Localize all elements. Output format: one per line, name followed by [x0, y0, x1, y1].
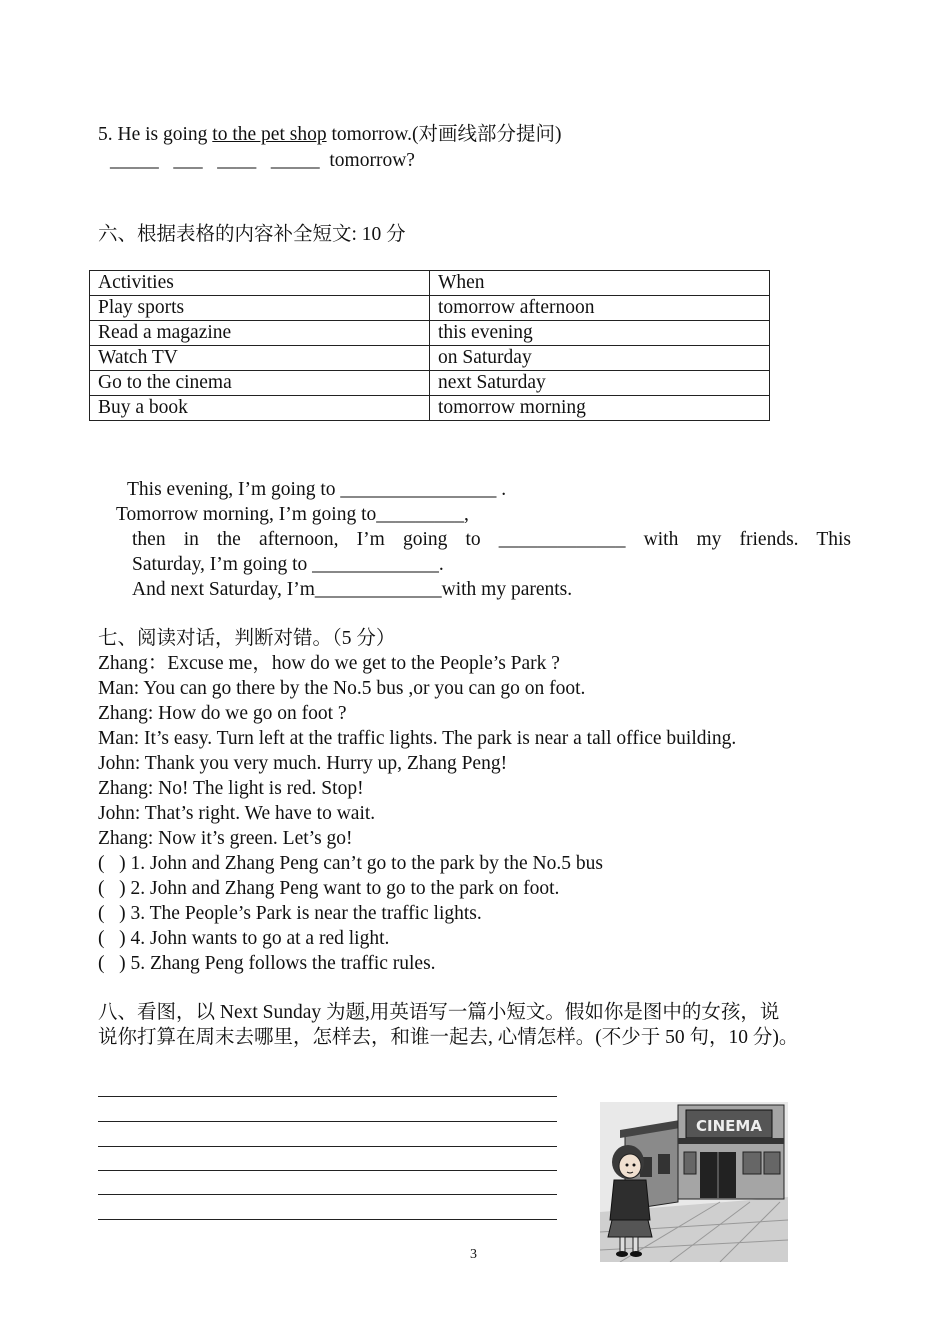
- passage-line[interactable]: And next Saturday, I’m_____________with my parents.: [132, 579, 573, 600]
- table-row: [90, 321, 770, 346]
- dialogue-line: Man: You can go there by the No.5 bus ,or you can go on foot.: [98, 678, 586, 699]
- writing-line[interactable]: [98, 1146, 557, 1147]
- section7-title: 七、阅读对话，判断对错。（5 分）: [98, 628, 396, 649]
- judge-question[interactable]: ( ) 1. John and Zhang Peng can’t go to the park by the No.5 bus: [98, 853, 603, 874]
- table-row: [90, 346, 770, 371]
- table-cell: on Saturday: [430, 346, 770, 371]
- writing-line[interactable]: [98, 1096, 557, 1097]
- dialogue-line: Man: It’s easy. Turn left at the traffic lights. The park is near a tall office building.: [98, 728, 737, 749]
- table-header: When: [430, 271, 770, 296]
- table-row: [90, 396, 770, 421]
- writing-line[interactable]: [98, 1194, 557, 1195]
- dialogue-line: Zhang: How do we go on foot ?: [98, 703, 347, 724]
- q5-suffix: tomorrow.(对画线部分提问): [326, 124, 562, 145]
- table-cell: next Saturday: [430, 371, 770, 396]
- dialogue-line: John: Thank you very much. Hurry up, Zhang Peng!: [98, 753, 508, 774]
- writing-line[interactable]: [98, 1121, 557, 1122]
- writing-line[interactable]: [98, 1170, 557, 1171]
- q5-underlined: to the pet shop: [212, 124, 327, 145]
- passage-line[interactable]: Saturday, I’m going to _____________.: [132, 554, 444, 575]
- table-row: [90, 296, 770, 321]
- passage-line[interactable]: then in the afternoon, I’m going to _____________ with my friends. This: [132, 529, 851, 550]
- judge-question[interactable]: ( ) 3. The People’s Park is near the traffic lights.: [98, 903, 482, 924]
- passage-line[interactable]: Tomorrow morning, I’m going to_________,: [116, 504, 469, 525]
- judge-question[interactable]: ( ) 2. John and Zhang Peng want to go to the park on foot.: [98, 878, 560, 899]
- activities-table: [89, 270, 770, 421]
- table-cell: tomorrow morning: [430, 396, 770, 421]
- table-cell: this evening: [430, 321, 770, 346]
- passage-line[interactable]: This evening, I’m going to ________________ .: [127, 479, 507, 500]
- table-row: [90, 371, 770, 396]
- cinema-girl-illustration: [600, 1102, 788, 1262]
- table-cell: tomorrow afternoon: [430, 296, 770, 321]
- q5-answer-line[interactable]: _____ ___ ____ _____ tomorrow?: [110, 150, 415, 171]
- table-cell: Play sports: [90, 296, 430, 321]
- judge-question[interactable]: ( ) 4. John wants to go at a red light.: [98, 928, 390, 949]
- table-cell: Go to the cinema: [90, 371, 430, 396]
- dialogue-line: Zhang：Excuse me，how do we get to the People’s Park ?: [98, 653, 560, 674]
- table-header-row: [90, 271, 770, 296]
- table-cell: Read a magazine: [90, 321, 430, 346]
- dialogue-line: Zhang: Now it’s green. Let’s go!: [98, 828, 353, 849]
- table-cell: Watch TV: [90, 346, 430, 371]
- cinema-sign: CINEMA: [696, 1117, 762, 1135]
- section8-prompt-line1: 八、看图，以 Next Sunday 为题,用英语写一篇小短文。假如你是图中的女孩，说: [98, 1002, 780, 1023]
- table-header: Activities: [90, 271, 430, 296]
- page-number: 3: [470, 1247, 477, 1262]
- section8-prompt-line2: 说你打算在周末去哪里，怎样去，和谁一起去, 心情怎样。(不少于 50 句，10 分)。: [98, 1027, 799, 1048]
- section6-title: 六、根据表格的内容补全短文: 10 分: [98, 224, 406, 245]
- table-cell: Buy a book: [90, 396, 430, 421]
- dialogue-line: Zhang: No! The light is red. Stop!: [98, 778, 364, 799]
- dialogue-line: John: That’s right. We have to wait.: [98, 803, 376, 824]
- q5-prefix: 5. He is going: [98, 124, 213, 145]
- writing-line[interactable]: [98, 1219, 557, 1220]
- q5-sentence: [98, 122, 561, 147]
- judge-question[interactable]: ( ) 5. Zhang Peng follows the traffic rules.: [98, 953, 436, 974]
